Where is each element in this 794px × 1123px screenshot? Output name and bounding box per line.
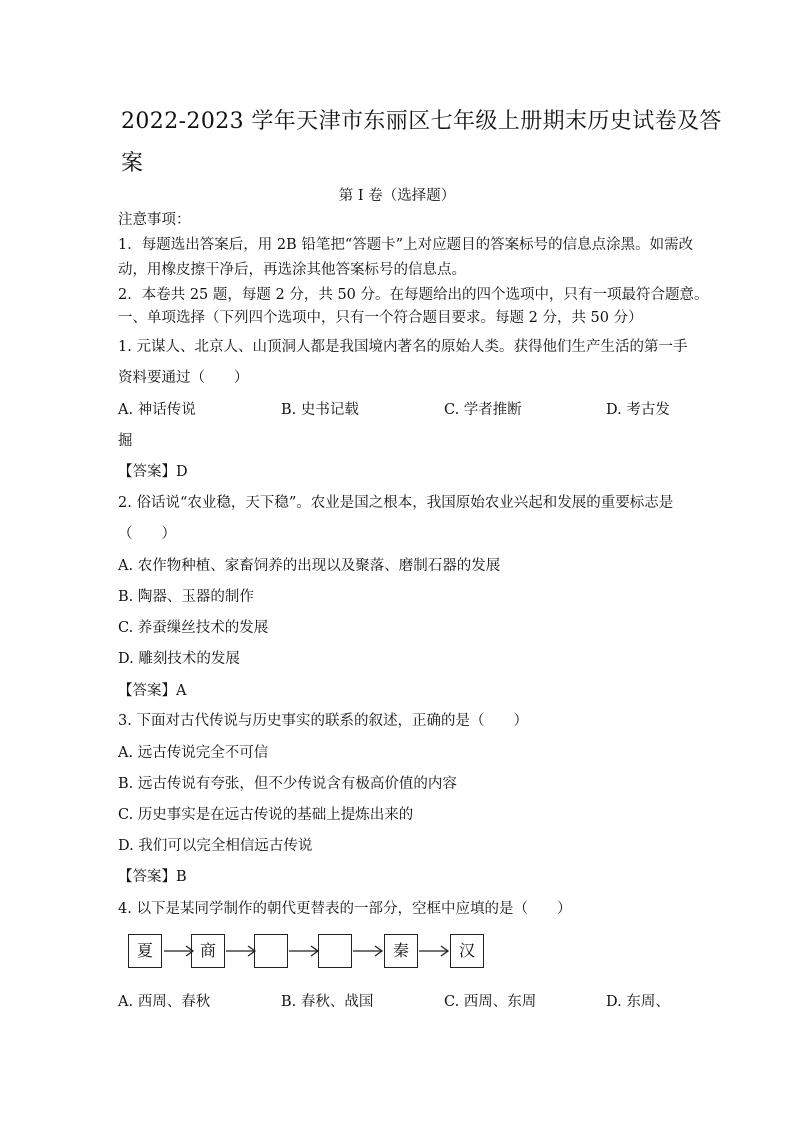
dynasty-box-blank-2 xyxy=(318,934,352,968)
q3-option-c: C. 历史事实是在远古传说的基础上提炼出来的 xyxy=(118,807,414,823)
q4-option-a: A. 西周、春秋 xyxy=(118,994,211,1010)
notice-item-1: 1．每题选出答案后，用 2B 铅笔把“答题卡”上对应题目的答案标号的信息点涂黑。如需改 xyxy=(118,237,694,253)
dynasty-box-han: 汉 xyxy=(450,934,484,968)
q4-option-b: B. 春秋、战国 xyxy=(281,994,374,1010)
q2-answer: 【答案】A xyxy=(118,683,187,699)
q3-option-d: D. 我们可以完全相信远古传说 xyxy=(118,838,313,854)
q1-option-d-cont: 掘 xyxy=(118,433,133,449)
q4-stem: 4. 以下是某同学制作的朝代更替表的一部分，空框中应填的是（ ） xyxy=(118,901,572,917)
dynasty-box-xia: 夏 xyxy=(128,934,162,968)
q1-stem-cont: 资料要通过（ ） xyxy=(118,370,249,386)
q2-option-a: A. 农作物种植、家畜饲养的出现以及聚落、磨制石器的发展 xyxy=(118,558,501,574)
doc-title-line2: 案 xyxy=(121,151,144,176)
dynasty-box-shang: 商 xyxy=(191,934,225,968)
q3-option-a: A. 远古传说完全不可信 xyxy=(118,745,269,761)
notice-item-2: 2．本卷共 25 题，每题 2 分，共 50 分。在每题给出的四个选项中，只有一项最符合题意。 xyxy=(118,287,709,303)
notice-heading: 注意事项： xyxy=(118,212,191,228)
q2-option-b: B. 陶器、玉器的制作 xyxy=(118,589,254,605)
arrow-right-icon xyxy=(225,942,257,960)
q3-answer: 【答案】B xyxy=(118,869,187,885)
q2-stem: 2. 俗话说“农业稳，天下稳”。农业是国之根本，我国原始农业兴起和发展的重要标志是 xyxy=(118,495,674,511)
arrow-right-icon xyxy=(352,942,384,960)
q3-option-b: B. 远古传说有夸张，但不少传说含有极高价值的内容 xyxy=(118,776,457,792)
q4-option-c: C. 西周、东周 xyxy=(444,994,537,1010)
q4-option-d: D. 东周、 xyxy=(606,994,670,1010)
dynasty-box-blank-1 xyxy=(254,934,288,968)
part-heading: 一、单项选择（下列四个选项中，只有一个符合题目要求。每题 2 分，共 50 分） xyxy=(118,310,643,326)
q1-stem: 1. 元谋人、北京人、山顶洞人都是我国境内著名的原始人类。获得他们生产生活的第一手 xyxy=(118,339,688,355)
q1-option-b: B. 史书记载 xyxy=(281,402,359,418)
q2-option-c: C. 养蚕缫丝技术的发展 xyxy=(118,620,269,636)
arrow-right-icon xyxy=(418,942,450,960)
q1-option-a: A. 神话传说 xyxy=(118,402,196,418)
arrow-right-icon xyxy=(288,942,320,960)
section-title: 第 I 卷（选择题） xyxy=(338,188,456,204)
q1-option-d: D. 考古发 xyxy=(606,402,670,418)
q3-stem: 3. 下面对古代传说与历史事实的联系的叙述，正确的是（ ） xyxy=(118,713,528,729)
q2-stem-cont: （ ） xyxy=(118,526,176,542)
q2-option-d: D. 雕刻技术的发展 xyxy=(118,651,240,667)
doc-title-line1: 2022-2023 学年天津市东丽区七年级上册期末历史试卷及答 xyxy=(121,109,722,134)
q1-answer: 【答案】D xyxy=(118,464,188,480)
notice-item-1-cont: 动，用橡皮擦干净后，再选涂其他答案标号的信息点。 xyxy=(118,262,466,278)
q1-option-c: C. 学者推断 xyxy=(444,402,522,418)
dynasty-box-qin: 秦 xyxy=(384,934,418,968)
